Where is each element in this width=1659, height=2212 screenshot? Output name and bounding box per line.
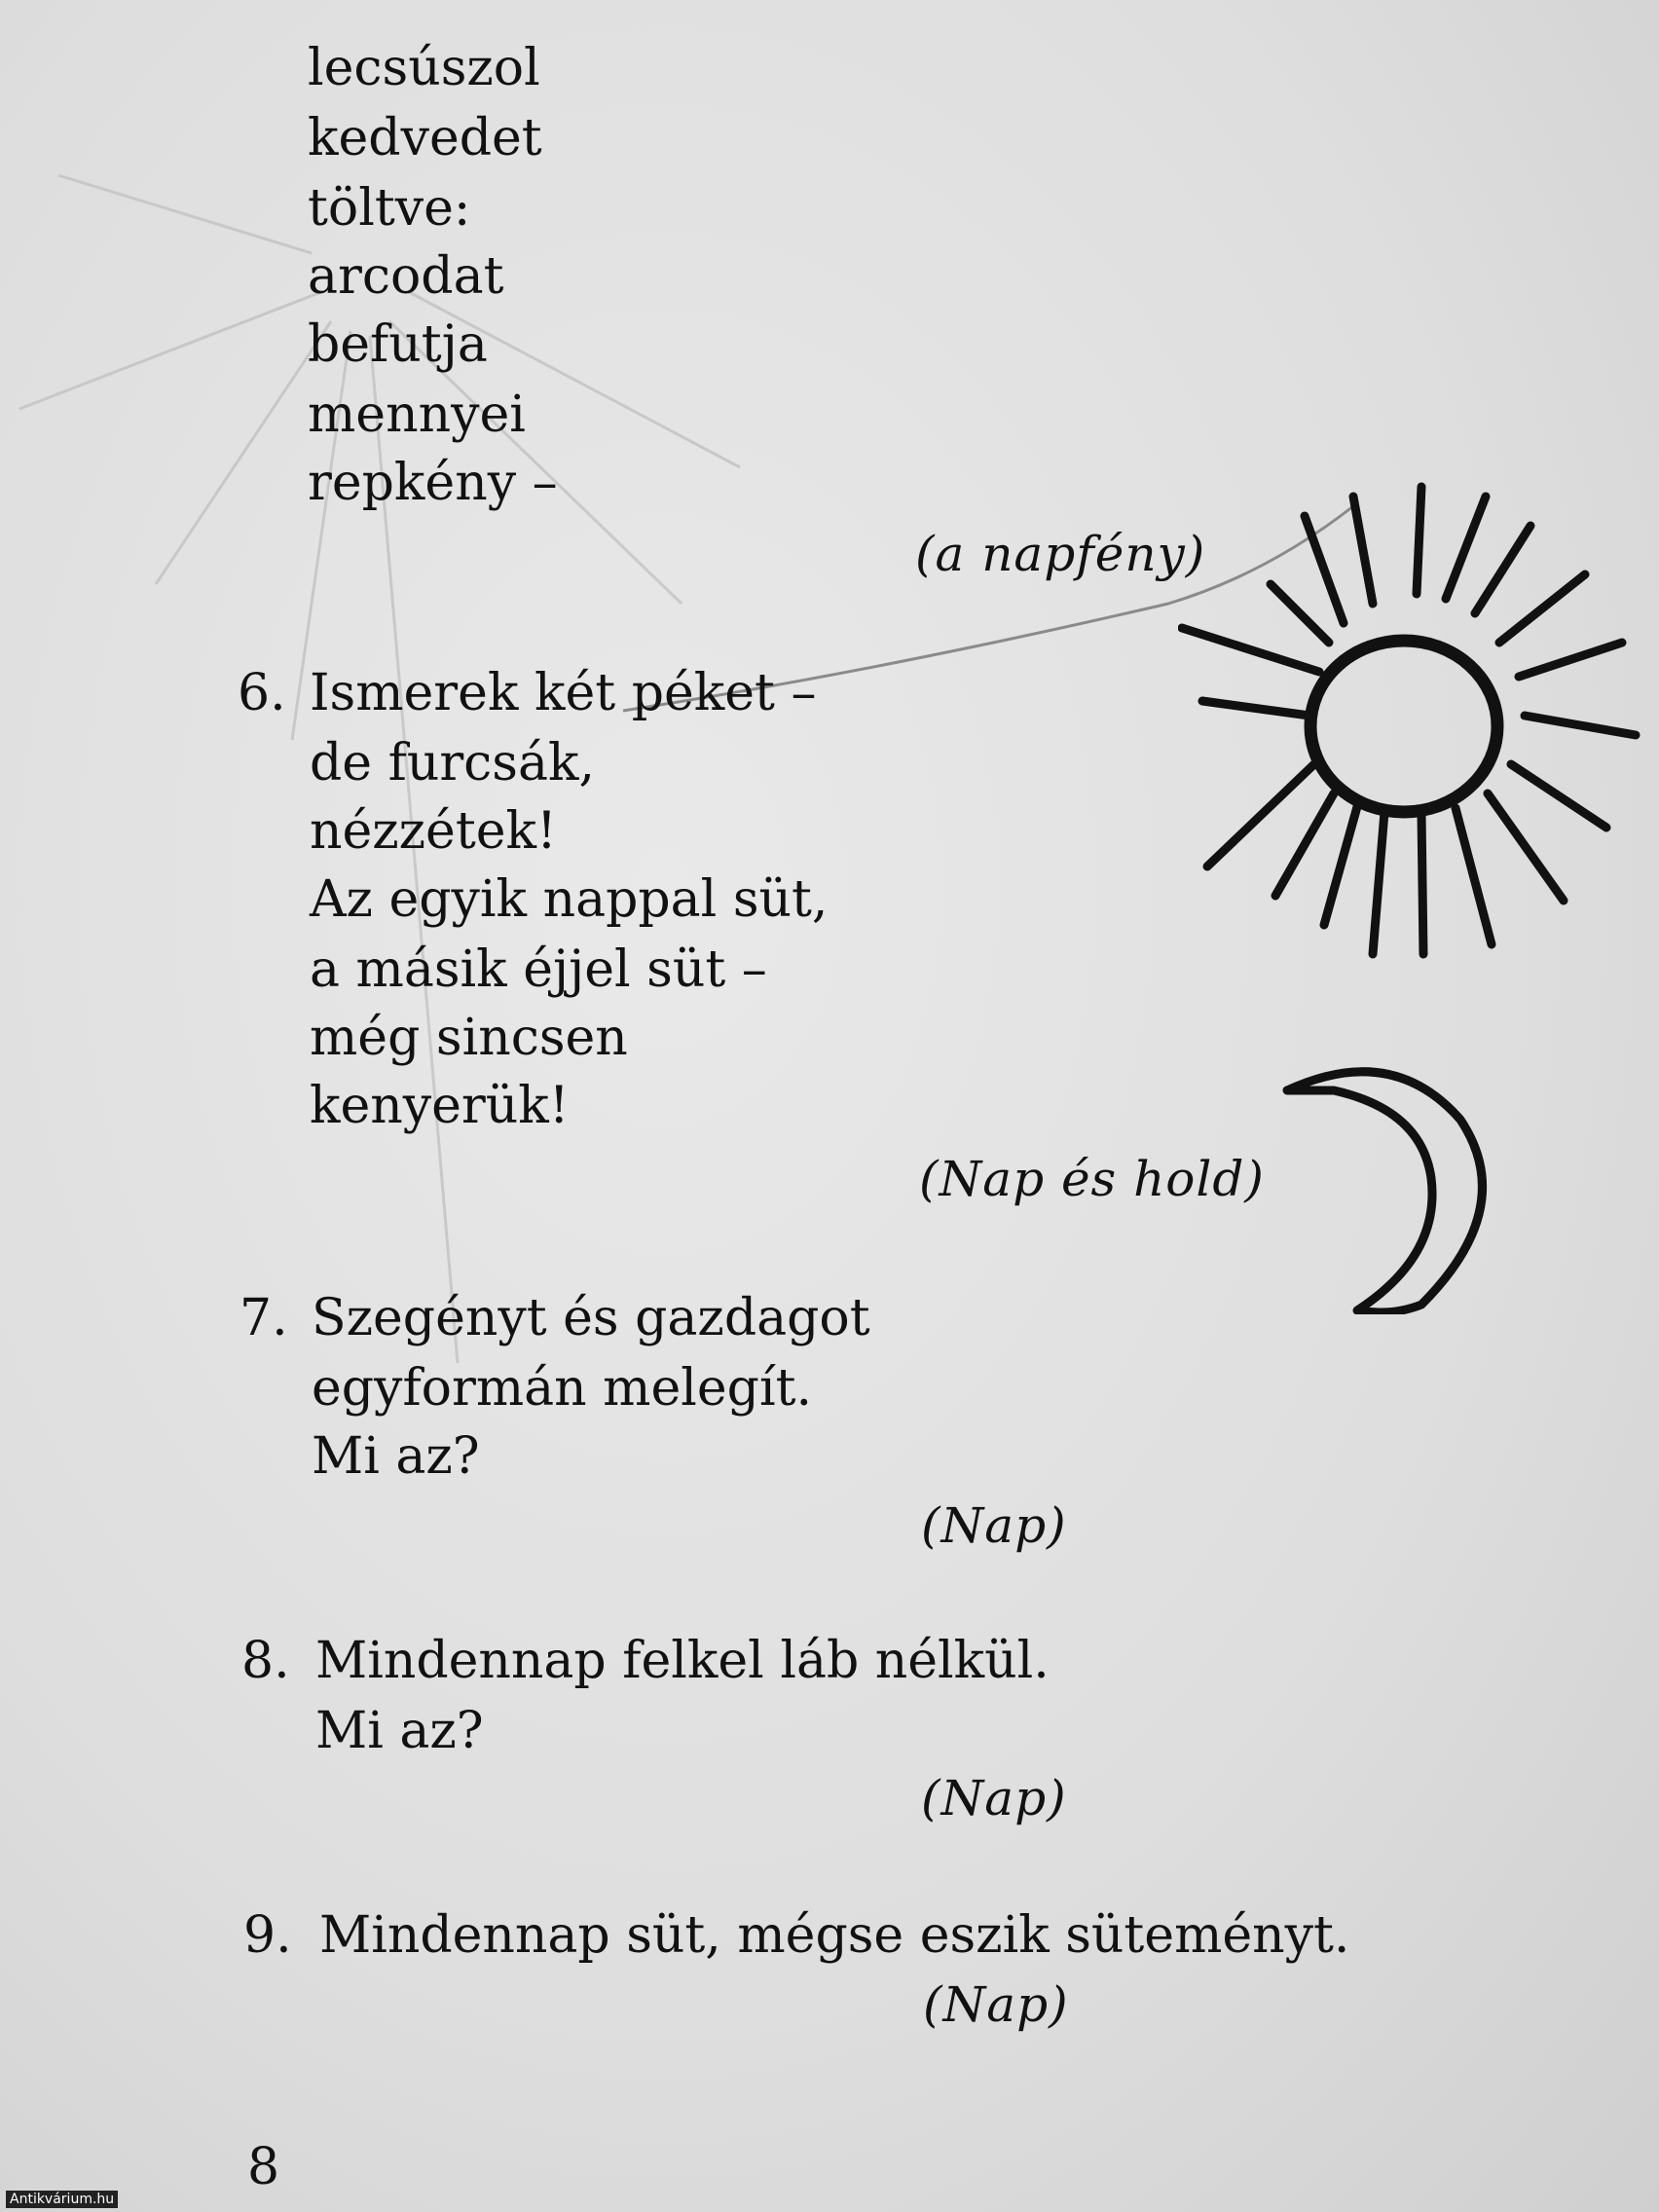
- riddle5-line: töltve:: [308, 179, 471, 238]
- riddle6-number: 6.: [238, 664, 286, 722]
- riddle6-line: Ismerek két péket –: [310, 664, 817, 722]
- riddle8-number: 8.: [241, 1632, 290, 1690]
- riddle5-line: mennyei: [308, 386, 526, 444]
- riddle9-line: Mindennap süt, mégse eszik süteményt.: [319, 1906, 1350, 1965]
- riddle7-line: egyformán melegít.: [312, 1359, 813, 1418]
- riddle6-answer: (Nap és hold): [919, 1151, 1265, 1207]
- riddle6-line: Az egyik nappal süt,: [310, 870, 829, 929]
- riddle5-line: lecsúszol: [308, 39, 540, 97]
- riddle7-line: Szegényt és gazdagot: [312, 1289, 870, 1347]
- riddle5-answer: (a napfény): [915, 526, 1206, 582]
- riddle8-line: Mi az?: [315, 1702, 484, 1760]
- riddle7-answer: (Nap): [921, 1497, 1067, 1554]
- riddle7-line: Mi az?: [312, 1427, 480, 1486]
- riddle6-line: a másik éjjel süt –: [310, 940, 767, 999]
- riddle6-line: nézzétek!: [310, 802, 557, 861]
- riddle6-line: még sincsen: [310, 1009, 628, 1067]
- riddle6-line: de furcsák,: [310, 734, 596, 793]
- crescent-moon-icon: [1275, 1061, 1499, 1314]
- riddle8-line: Mindennap felkel láb nélkül.: [315, 1632, 1050, 1690]
- page-number: 8: [247, 2138, 280, 2196]
- riddle8-answer: (Nap): [921, 1770, 1067, 1826]
- riddle6-line: kenyerük!: [310, 1077, 570, 1135]
- riddle5-line: kedvedet: [308, 109, 542, 167]
- riddle9-answer: (Nap): [923, 1976, 1069, 2033]
- riddle5-line: repkény –: [308, 454, 558, 512]
- riddle5-line: befutja: [308, 315, 488, 374]
- riddle7-number: 7.: [240, 1289, 288, 1347]
- riddle9-number: 9.: [243, 1906, 292, 1965]
- riddle5-line: arcodat: [308, 247, 504, 306]
- watermark: Antikvárium.hu: [6, 2191, 118, 2208]
- sun-icon: [1178, 467, 1645, 974]
